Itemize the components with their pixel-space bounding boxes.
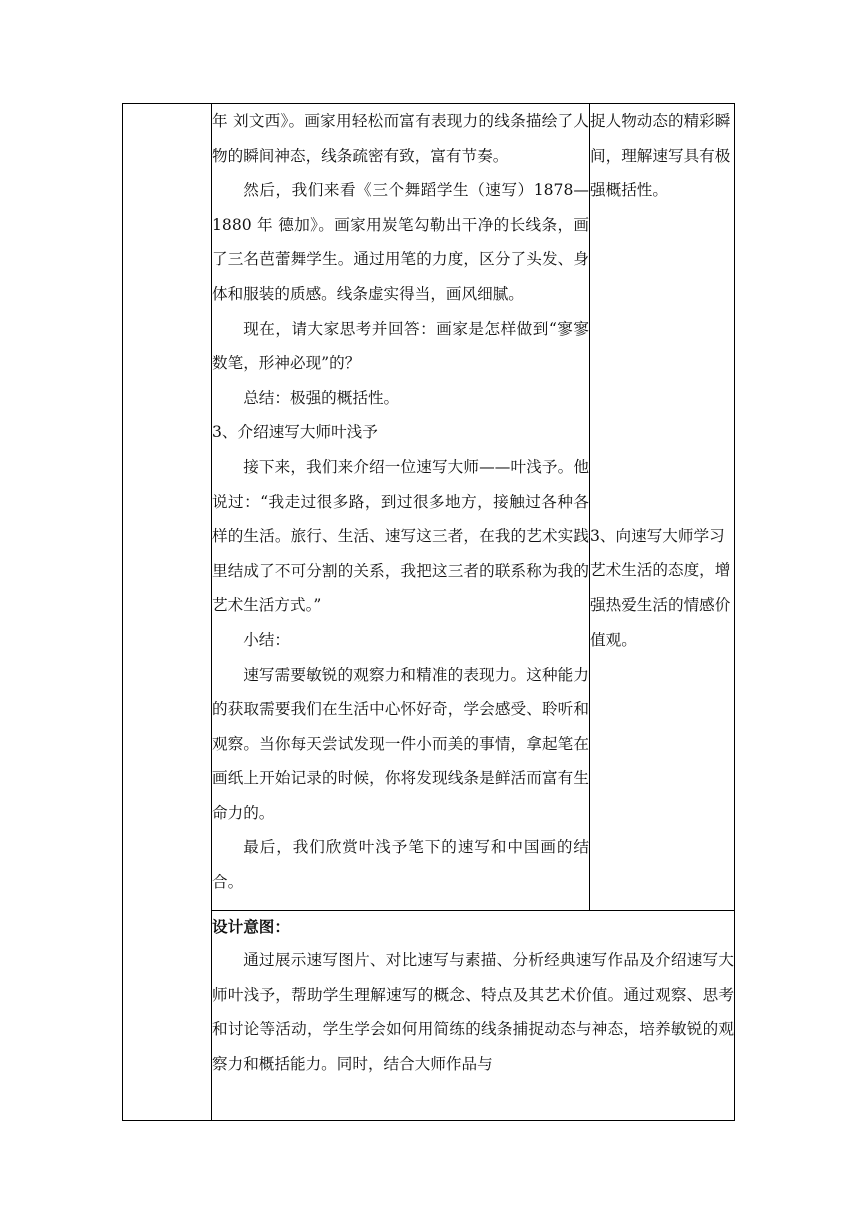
lesson-plan-table bbox=[122, 103, 735, 1121]
stage-cell bbox=[123, 104, 212, 1121]
process-paragraph: 最后，我们欣赏叶浅予笔下的速写和中国画的结合。 bbox=[212, 838, 589, 892]
side-spacer bbox=[590, 208, 734, 519]
design-title: 设计意图： bbox=[212, 917, 290, 936]
process-paragraph: 总结：极强的概括性。 bbox=[243, 388, 400, 407]
teaching-process-cell bbox=[212, 104, 590, 911]
design-summary-cell bbox=[212, 911, 735, 1121]
process-paragraph: 接下来，我们来介绍一位速写大师——叶浅予。他说过：“我走过很多路，到过很多地方，接触过各种各样的生活。旅行、生活、速写这三者，在我的艺术实践里结成了不可分割的关系，我把这三者的联系称为我的艺术生活方式。” bbox=[212, 457, 589, 615]
process-paragraph: 小结： bbox=[243, 630, 290, 649]
process-row bbox=[123, 104, 735, 911]
process-paragraph: 然后，我们来看《三个舞蹈学生（速写）1878—1880 年 德加》。画家用炭笔勾勒出干净的长线条，画了三名芭蕾舞学生。通过用笔的力度，区分了头发、身体和服装的质感。线条虚实得当，画风细腻。 bbox=[212, 181, 589, 303]
process-paragraph: 年 刘文西》。画家用轻松而富有表现力的线条描绘了人物的瞬间神态，线条疏密有致，富有节奏。 bbox=[212, 112, 589, 165]
design-row bbox=[123, 911, 735, 1121]
design-body: 通过展示速写图片、对比速写与素描、分析经典速写作品及介绍速写大师叶浅予，帮助学生理解速写的概念、特点及其艺术价值。通过观察、思考和讨论等活动，学生学会如何用简练的线条捕捉动态与神态，培养敏锐的观察力和概括能力。同时，结合大师作品与 bbox=[212, 951, 734, 1073]
side-note: 3、向速写大师学习艺术生活的态度，增强热爱生活的情感价值观。 bbox=[590, 526, 731, 649]
side-note: 捉人物动态的精彩瞬间，理解速写具有极强概括性。 bbox=[590, 112, 731, 200]
design-intent-cell bbox=[590, 104, 735, 911]
process-paragraph: 速写需要敏锐的观察力和精准的表现力。这种能力的获取需要我们在生活中心怀好奇，学会感受、聆听和观察。当你每天尝试发现一件小而美的事情，拿起笔在画纸上开始记录的时候，你将发现线条是鲜活而富有生命力的。 bbox=[212, 665, 589, 822]
process-paragraph: 现在，请大家思考并回答：画家是怎样做到“寥寥数笔，形神必现”的？ bbox=[212, 319, 589, 373]
section-heading: 3、介绍速写大师叶浅予 bbox=[212, 423, 378, 442]
